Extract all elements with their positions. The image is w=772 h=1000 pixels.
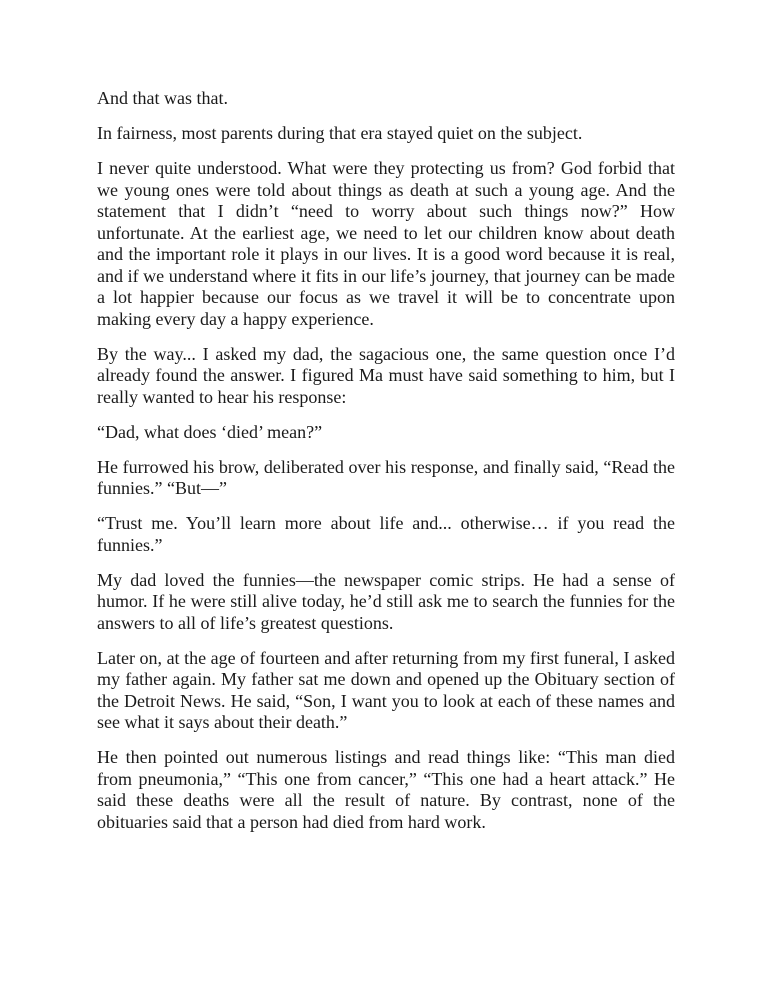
paragraph-6: He furrowed his brow, deliberated over his response, and finally said, “Read the funnies.” “But—”	[97, 456, 675, 498]
paragraph-10: He then pointed out numerous listings and read things like: “This man died from pneumonia,” “This one from cancer,” “This one had a heart attack.” He said these deaths were all the result of nature. By contrast, none of the obituaries said that a person had died from hard work.	[97, 747, 675, 832]
paragraph-4: By the way... I asked my dad, the sagacious one, the same question once I’d already found the answer. I figured Ma must have said something to him, but I really wanted to hear his response:	[97, 343, 675, 407]
paragraph-8: My dad loved the funnies—the newspaper comic strips. He had a sense of humor. If he were still alive today, he’d still ask me to search the funnies for the answers to all of life’s greatest questions.	[97, 569, 675, 633]
document-page	[97, 88, 675, 847]
paragraph-7: “Trust me. You’ll learn more about life and... otherwise… if you read the funnies.”	[97, 513, 675, 555]
paragraph-9: Later on, at the age of fourteen and after returning from my first funeral, I asked my father again. My father sat me down and opened up the Obituary section of the Detroit News. He said, “Son, I want you to look at each of these names and see what it says about their death.”	[97, 647, 675, 732]
paragraph-1: And that was that.	[97, 88, 228, 108]
paragraph-2: In fairness, most parents during that era stayed quiet on the subject.	[97, 123, 583, 143]
paragraph-3: I never quite understood. What were they protecting us from? God forbid that we young ones were told about things as death at such a young age. And the statement that I didn’t “need to worry about such things now?” How unfortunate. At the earliest age, we need to let our children know about death and the important role it plays in our lives. It is a good word because it is real, and if we understand where it fits in our life’s journey, that journey can be made a lot happier because our focus as we travel it will be to concentrate upon making every day a happy experience.	[97, 158, 675, 329]
paragraph-5: “Dad, what does ‘died’ mean?”	[97, 421, 323, 442]
